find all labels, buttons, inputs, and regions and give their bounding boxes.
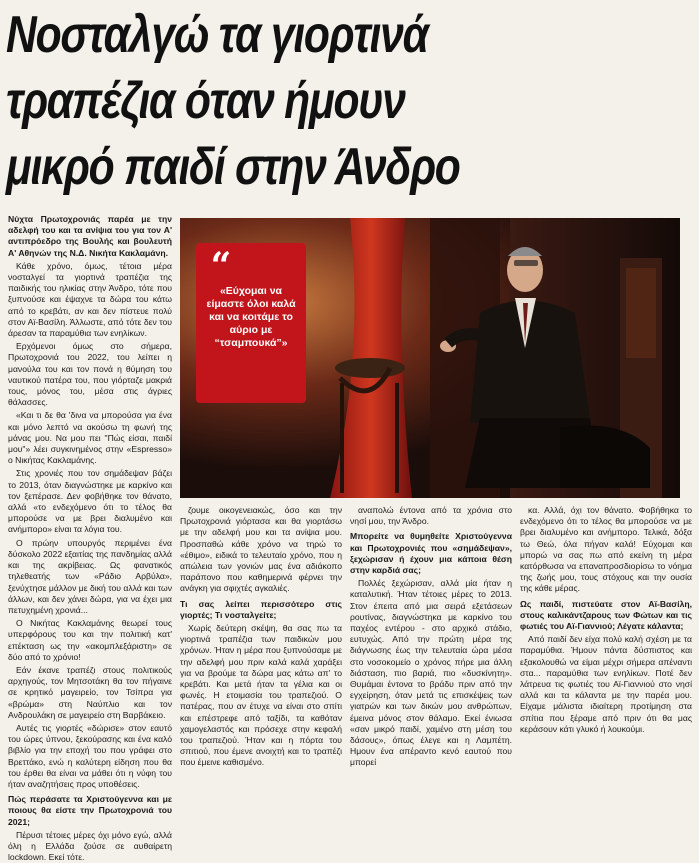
article-column-3	[350, 505, 512, 768]
headline-line-1: Νοσταλγώ τα γιορτινά	[6, 6, 428, 64]
interview-answer: Πολλές ξεχώρισαν, αλλά μία ήταν η καταλυτική. Ήταν τέτοιες μέρες το 2013. Στον έπειτα από μια σειρά εξετάσεων ρουτίνας, διαγνώστηκα με καρκίνο του παχέος εντέρου - στο αρχικό στάδιο, ευτυχώς. Από την πρώτη μέρα της διάγνωσης έως την τελευταία ώρα μέσα στο νοσοκομείο ο χρόνος πήρε μια άλλη διάσταση, πιο βαριά, πιο «δυσκίνητη». Θυμάμαι έντονα το βράδυ πριν από την εγχείρηση, όταν μετά τις επισκέψεις των γιατρών και των δικών μου ανθρώπων, έμεινα μόνος στον θάλαμο. Εκεί ένιωσα «σαν μικρό παιδί, χαμένο στη μέση του δάσους», όπως έλεγε και η Λαμπέτη. Ημουν ένα απέραντο κενό εαυτού που μπορεί	[350, 578, 512, 768]
interview-question: Ως παιδί, πιστεύατε στον Αϊ-Βασίλη, στους καλικάντζαρους των Φώτων και τις φωτιές του Αϊ-Γιαννιού; Λέγατε κάλαντα;	[520, 598, 692, 632]
interview-question: Μπορείτε να θυμηθείτε Χριστούγεννα και Πρωτοχρονιές που «σημάδεψαν», ξεχώρισαν ή έχουν μια κάποια θέση στην καρδιά σας;	[350, 531, 512, 576]
interview-answer: Πέρυσι τέτοιες μέρες όχι μόνο εγώ, αλλά όλη η Ελλάδα ζούσε σε αυθαίρετη lockdown. Εκεί τότε.	[8, 829, 172, 863]
paragraph: «Και τι δε θα 'δινα να μπορούσα για ένα και μόνο λεπτό να ακούσω τη φωνή της μάνας μου. Να μου πει "Πώς είσαι, παιδί μου"» λέει συγκινημένος στην «Espresso» ο Νικήτας Κακλαμάνης.	[8, 410, 172, 466]
headline-line-3: μικρό παιδί στην Άνδρο	[6, 138, 460, 196]
paragraph: Στις χρονιές που τον σημάδεψαν βάζει το 2013, όταν διαγνώστηκε με καρκίνο και τον ξεπέρασε. Δεν φοβήθηκε τον θάνατο, αλλά «το ενδεχόμενο ότι το τέλος θα μπορούσε να με βρει διαλυμένο και ανήμπορο» είναι τα λόγια του.	[8, 468, 172, 535]
pull-quote-text: «Εύχομαι να είμαστε όλοι καλά και να κοιτάμε το αύριο με “τσαμπουκά”»	[206, 285, 296, 349]
interview-answer: Από παιδί δεν είχα πολύ καλή σχέση με τα παραμύθια. Ήμουν πάντα δύσπιστος και εξακολουθώ να είμαι μέχρι σήμερα απέναντι στα... παραμύθια των ενηλίκων. Ποτέ δεν λάτρευα τις φωτιές του Αϊ-Γιαννιού στο νησί αλλά και τα κάλαντα με την παρέα μου. Είχαμε μάλιστα ιδιαίτερη προτίμηση στα σπίτια που ξέραμε από πριν ότι θα μας κεράσουν κάτι γλυκό ή λουκούμι.	[520, 634, 692, 734]
paragraph: αναπολώ έντονα από τα χρόνια στο νησί μου, την Άνδρο.	[350, 505, 512, 527]
paragraph: Ερχόμενοι όμως στο σήμερα, Πρωτοχρονιά του 2022, του λείπει η μανούλα του και τον πονά η θύμηση του ναυτικού πατέρα του, που γιόρταζε μακριά τους, μόνος του, μέσα στις άγριες θάλασσες.	[8, 341, 172, 408]
paragraph: ζουμε οικογενειακώς, όσο και την Πρωτοχρονιά γιόρτασα και θα γιορτάσω με την αδελφή μου και τα ανίψια μου. Προσπαθώ κάθε χρόνο να τηρώ το «έθιμο», ειδικά το τελευταίο χρόνο, που η απώλεια των γονιών μας ένα αδιάκοπο παράπονο που καθημερινά φέρνει την ανάγκη για σφιχτές αγκαλιές.	[180, 505, 342, 594]
quote-mark-icon: “	[210, 245, 232, 287]
paragraph: Εάν έκανε τραπέζι στους πολιτικούς αρχηγούς, τον Μητσοτάκη θα τον πήγαινε σε κρητικό μαγειρείο, τον Τσίπρα για «βρώμα» στη Ναύπλιο και τον Ανδρουλάκη σε μαγειρείο στη Βαρβάκειο.	[8, 664, 172, 720]
article-lead: Νύχτα Πρωτοχρονιάς παρέα με την αδελφή του και τα ανίψια του για τον Α' αντιπρόεδρο της Βουλής και βουλευτή Α' Αθηνών της Ν.Δ. Νικήτα Κακλαμάνη.	[8, 214, 172, 258]
paragraph: Αυτές τις γιορτές «δώρισε» στον εαυτό του ώρες ύπνου, ξεκούρασης και ένα καλό βιβλίο για την εποχή του που γράφει στο Βρεττάκο, ενώ η καλύτερη είδηση που θα του έρθει θα είναι να μάθει ότι η νύφη του ήταν αναζητήσεις προς υποθέσεις.	[8, 722, 172, 789]
interview-answer: Χωρίς δεύτερη σκέψη, θα σας πω τα γιορτινά τραπέζια των παιδικών μου χρόνων. Ήταν η μέρα που ξυπνούσαμε με την αδελφή μου πριν καλά καλά χαράξει για να βρούμε τα δώρα μας κάτω απ' το κρεβάτι. Και μετά ήταν τα γέλια και οι φωνές. Η ετοιμασία του τραπεζιού. Ο πατέρας, που αν έτυχε να είναι στο σπίτι και επέστρεφε από ταξίδι, τα καθόταν χαμογελαστός και πρόσεχε στην κεφαλή του τραπεζιού. Ήταν και η πόρτα του σπιτιού, που έμενε ανοιχτή και το τραπέζι που έμεινε καθισμένο.	[180, 623, 342, 768]
paragraph: κα. Αλλά, όχι τον θάνατο. Φοβήθηκα το ενδεχόμενο ότι το τέλος θα μπορούσε να με βρει διαλυμένο και ανήμπορο. Τελικά, δόξα τω Θεώ, όλα πήγαν καλά! Εύχομαι και μπορώ να σας πω από εκείνη τη μέρα κατόρθωσα να επαναπροσδιορίσω το νόημα της ζωής μου, τους στόχους και την ουσία της κάθε μέρας.	[520, 505, 692, 594]
pull-quote	[196, 243, 306, 403]
article-column-2	[180, 505, 342, 768]
paragraph: Κάθε χρόνο, όμως, τέτοια μέρα νοσταλγεί τα γιορτινά τραπέζια της παιδικής του ηλικίας στην Άνδρο, τότε που ξυπνούσε και έψαχνε τα δώρα του κάτω από το κρεβάτι, αν και δεν πίστευε πολύ στον Αϊ-Βασίλη. Άλλωστε, από τότε δεν του άρεσαν τα παραμύθια των ενηλίκων.	[8, 260, 172, 339]
article-column-1	[8, 214, 172, 863]
article-column-4	[520, 505, 692, 734]
paragraph: Ο Νικήτας Κακλαμάνης θεωρεί τους υπερφόρους του και την πολιτική κατ' επέκταση ως την «ακομπλεξάριστη» σε δύο από το χρόνιο!	[8, 618, 172, 662]
headline-line-2: τραπέζια όταν ήμουν	[6, 72, 405, 130]
interview-question: Πώς περάσατε τα Χριστούγεννα και με ποιους θα είστε την Πρωτοχρονιά του 2021;	[8, 794, 172, 827]
headline	[6, 2, 696, 200]
paragraph: Ο πρώην υπουργός περιμένει ένα δύσκολο 2022 εξαιτίας της πανδημίας αλλά και της ακρίβειας. Ως φανατικός τηλεθεατής των «Ράδιο Αρβύλα», ξενύχτησε μάλλον με δική του αλλά και των άλλων, και δεν χάνει δώρα, για να έχει μια πετυχημένη χρονιά...	[8, 537, 172, 615]
interview-question: Τι σας λείπει περισσότερο στις γιορτές; Τι νοσταλγείτε;	[180, 598, 342, 620]
